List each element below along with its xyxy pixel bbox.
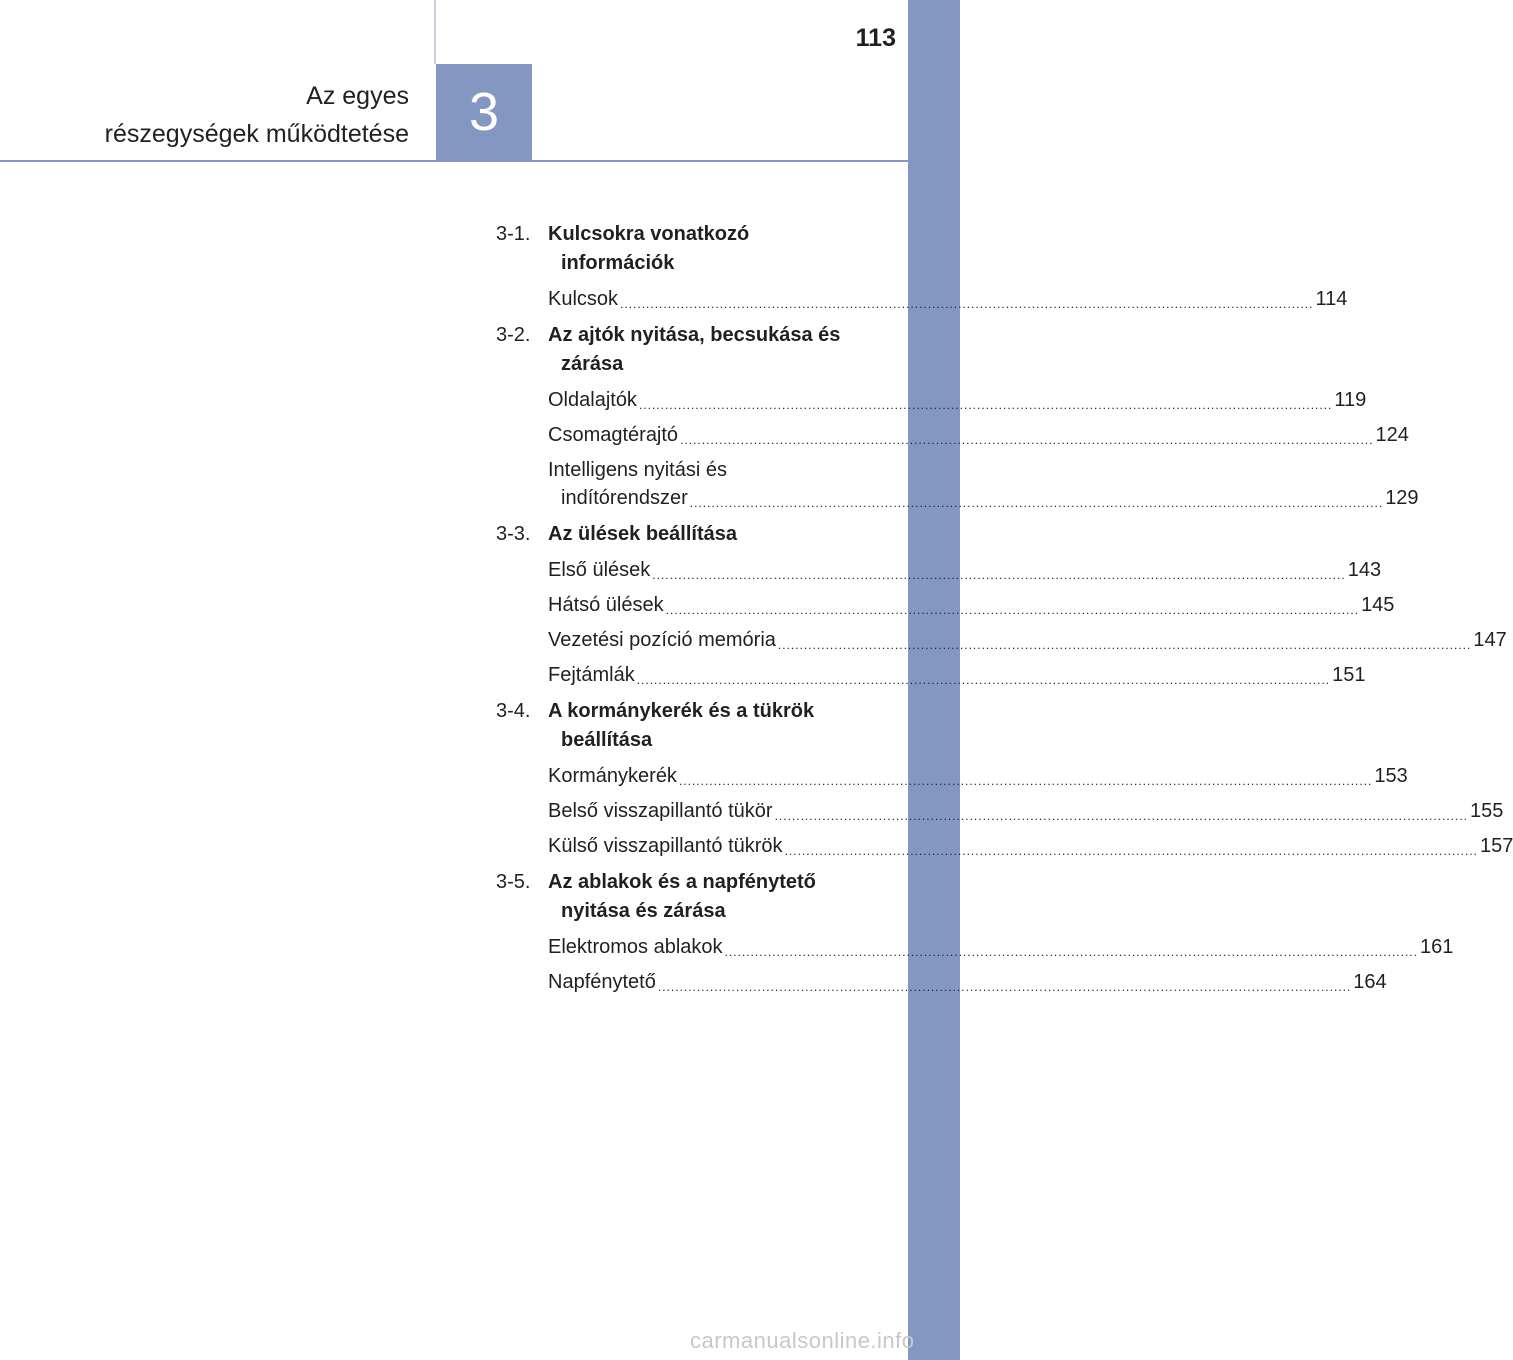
toc-section (496, 697, 1513, 860)
toc-entry-label: Fejtámlák (548, 664, 635, 686)
toc-section-number: 3-4. (496, 700, 531, 722)
toc-section-title-line2: beállítása (561, 729, 653, 751)
toc-dot-leader: ................................................................................................................................................................ (620, 297, 1314, 311)
toc-section-heading[interactable] (496, 220, 848, 278)
toc-entry-label: Hátsó ülések (548, 594, 664, 616)
toc-section (496, 321, 1419, 512)
toc-entry-page: 164 (1353, 971, 1387, 993)
toc-section-title-line1: Az ablakok és a napfénytető (548, 871, 816, 893)
toc-entry[interactable] (548, 933, 1454, 961)
toc-entry[interactable] (548, 797, 1504, 825)
toc-dot-leader: ................................................................................................................................................................ (689, 496, 1384, 510)
toc-section-title (548, 697, 848, 755)
toc-dot-leader: ................................................................................................................................................................ (777, 638, 1472, 652)
table-of-contents (496, 220, 1513, 1004)
toc-section (496, 520, 1507, 689)
toc-section-title-line1: Az ülések beállítása (548, 523, 737, 545)
toc-entry-label (548, 456, 1419, 512)
toc-dot-leader: ................................................................................................................................................................ (652, 568, 1346, 582)
toc-entry-label: Első ülések (548, 559, 651, 581)
toc-section-number: 3-3. (496, 523, 531, 545)
toc-entry-page: 143 (1347, 559, 1382, 581)
toc-section (496, 868, 1454, 996)
toc-section-heading[interactable] (496, 868, 848, 926)
toc-entry-label: Oldalajtók (548, 389, 637, 411)
toc-entry-page: 145 (1361, 594, 1395, 616)
toc-entry-label: Elektromos ablakok (548, 936, 723, 958)
toc-entry[interactable] (548, 832, 1513, 860)
toc-entry-label: Vezetési pozíció memória (548, 629, 776, 651)
toc-dot-leader: ................................................................................................................................................................ (678, 774, 1373, 788)
toc-section-title (548, 868, 848, 926)
toc-entry-page: 153 (1374, 765, 1408, 787)
toc-entry[interactable] (548, 968, 1387, 996)
chapter-title-line2: részegységek működtetése (104, 120, 409, 148)
toc-dot-leader: ................................................................................................................................................................ (774, 809, 1468, 823)
toc-entry[interactable] (548, 591, 1395, 619)
toc-entry-page: 129 (1385, 487, 1419, 509)
toc-dot-leader: ................................................................................................................................................................ (657, 980, 1352, 994)
page-number: 113 (855, 24, 896, 52)
toc-entry-page: 124 (1375, 424, 1409, 446)
toc-section-title (548, 520, 848, 549)
toc-section-number: 3-5. (496, 871, 531, 893)
toc-entry[interactable] (548, 456, 1419, 512)
toc-section-title-line2: információk (561, 252, 675, 274)
toc-entry-page: 114 (1315, 288, 1348, 310)
toc-entry-page: 151 (1332, 664, 1366, 686)
toc-entry[interactable] (548, 421, 1409, 449)
toc-entry[interactable] (548, 661, 1366, 689)
toc-section-title-line1: Az ajtók nyitása, becsukása és (548, 324, 841, 346)
toc-entry-page: 155 (1470, 800, 1504, 822)
toc-dot-leader: ................................................................................................................................................................ (724, 945, 1418, 959)
chapter-number-box: 3 (436, 64, 532, 161)
toc-entry-label-line1: Intelligens nyitási és (548, 459, 727, 481)
toc-entry-page: 119 (1334, 389, 1367, 411)
watermark: carmanualsonline.info (690, 1328, 915, 1353)
toc-section-title-line1: A kormánykerék és a tükrök (548, 700, 815, 722)
toc-entry[interactable] (548, 556, 1382, 584)
toc-entry-label: Belső visszapillantó tükör (548, 800, 773, 822)
toc-entry-page: 147 (1473, 629, 1507, 651)
toc-dot-leader: ................................................................................................................................................................ (680, 433, 1374, 447)
toc-dot-leader: ................................................................................................................................................................ (636, 673, 1331, 687)
toc-section-title (548, 220, 848, 278)
toc-entry-label: Csomagtérajtó (548, 424, 679, 446)
toc-entry[interactable] (548, 626, 1507, 654)
header-divider (434, 0, 436, 64)
toc-section-title-line2: zárása (561, 353, 624, 375)
toc-entry-label: Kulcsok (548, 288, 619, 310)
toc-entry-label: Kormánykerék (548, 765, 677, 787)
toc-section-heading[interactable] (496, 697, 848, 755)
toc-dot-leader: ................................................................................................................................................................ (784, 844, 1478, 858)
toc-section-title (548, 321, 848, 379)
toc-dot-leader: ................................................................................................................................................................ (665, 603, 1360, 617)
toc-entry[interactable] (548, 762, 1408, 790)
toc-section-number: 3-1. (496, 223, 531, 245)
toc-section-title-line2: nyitása és zárása (561, 900, 726, 922)
chapter-title (20, 77, 409, 153)
toc-entry-label: Napfénytető (548, 971, 656, 993)
toc-section (496, 220, 1348, 313)
toc-entry[interactable] (548, 386, 1367, 414)
chapter-title-line1: Az egyes (306, 82, 409, 110)
toc-section-heading[interactable] (496, 321, 848, 379)
toc-dot-leader: ................................................................................................................................................................ (638, 398, 1333, 412)
toc-entry-page: 157 (1480, 835, 1513, 857)
toc-entry-label: Külső visszapillantó tükrök (548, 835, 783, 857)
toc-entry-label-line2: indítórendszer (561, 487, 688, 509)
toc-section-heading[interactable] (496, 520, 848, 549)
toc-entry[interactable] (548, 285, 1348, 313)
toc-entry-page: 161 (1419, 936, 1454, 958)
toc-section-number: 3-2. (496, 324, 531, 346)
toc-section-title-line1: Kulcsokra vonatkozó (548, 223, 750, 245)
